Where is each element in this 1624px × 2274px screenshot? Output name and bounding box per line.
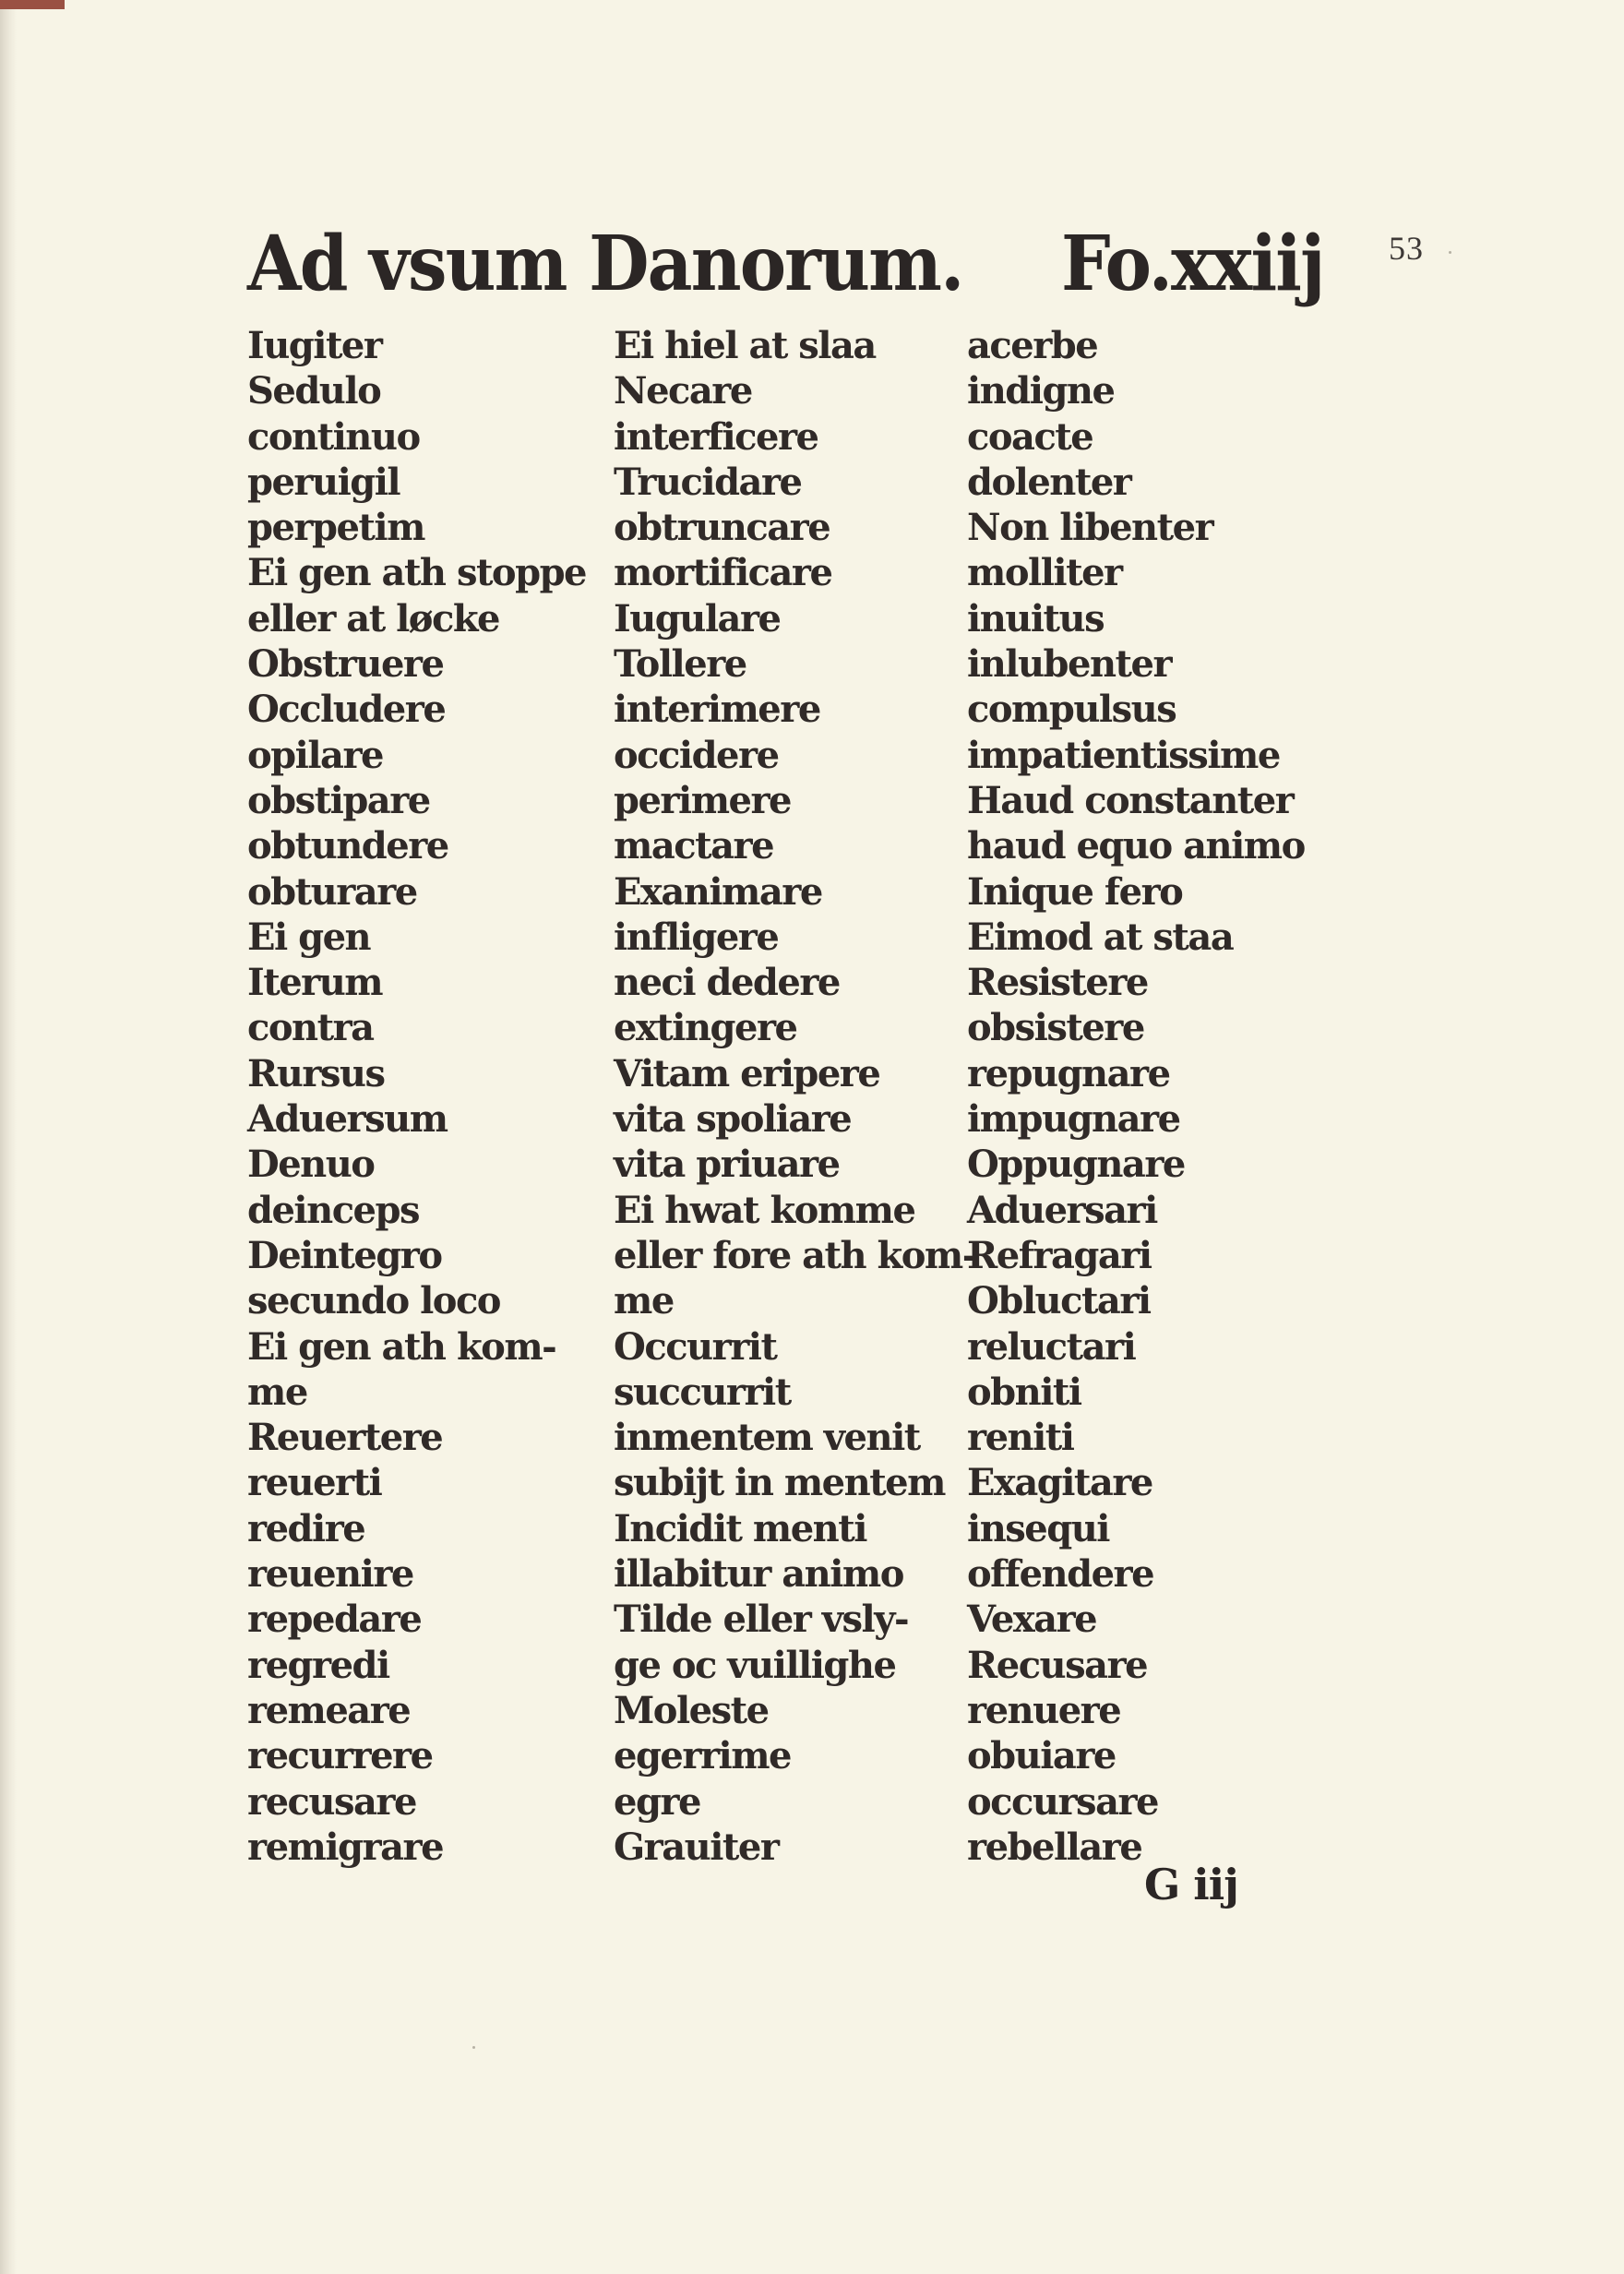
signature-mark: G iij xyxy=(1144,1860,1238,1909)
word-entry: Deintegro xyxy=(247,1233,442,1277)
word-entry: repugnare xyxy=(967,1051,1170,1095)
word-entry: vita priuare xyxy=(614,1143,840,1187)
word-entry: Iterum xyxy=(247,961,383,1005)
word-entry: acerbe xyxy=(967,324,1098,367)
word-entry: Occludere xyxy=(247,688,446,732)
word-entry: Exagitare xyxy=(967,1461,1152,1505)
word-entry: Iugiter xyxy=(247,324,382,367)
word-entry: Inique fero xyxy=(967,869,1183,914)
word-entry: me xyxy=(247,1370,307,1414)
word-entry: repedare xyxy=(247,1598,422,1642)
word-entry: Oppugnare xyxy=(967,1143,1185,1187)
word-entry: recusare xyxy=(247,1779,416,1824)
word-entry: Incidit menti xyxy=(614,1506,866,1550)
word-entry: reluctari xyxy=(967,1324,1136,1369)
word-entry: Haud constanter xyxy=(967,778,1294,822)
word-entry: illabitur animo xyxy=(614,1552,903,1597)
word-entry: obstipare xyxy=(247,778,430,822)
word-entry: extingere xyxy=(614,1006,797,1050)
word-entry: mactare xyxy=(614,824,774,868)
word-entry: indigne xyxy=(967,369,1115,413)
word-entry: Ei hiel at slaa xyxy=(614,324,876,367)
word-entry: contra xyxy=(247,1006,374,1050)
word-entry: Ei gen ath stoppe xyxy=(247,551,586,595)
word-entry: inmentem venit xyxy=(614,1416,920,1460)
word-entry: obturare xyxy=(247,869,417,914)
word-entry: inuitus xyxy=(967,596,1105,640)
word-entry: Non libenter xyxy=(967,506,1213,550)
word-entry: obniti xyxy=(967,1370,1081,1414)
word-entry: rebellare xyxy=(967,1825,1142,1869)
word-entry: perpetim xyxy=(247,506,424,550)
word-entry: egre xyxy=(614,1779,700,1824)
word-entry: molliter xyxy=(967,551,1122,595)
word-entry: secundo loco xyxy=(247,1279,500,1323)
word-entry: obtundere xyxy=(247,824,448,868)
folio-number: Fo.xxiij xyxy=(1061,220,1324,308)
word-entry: Grauiter xyxy=(614,1825,779,1869)
word-entry: inlubenter xyxy=(967,642,1172,687)
word-entry: impugnare xyxy=(967,1097,1180,1142)
word-entry: reuerti xyxy=(247,1461,382,1505)
running-head: Ad vsum Danorum. xyxy=(247,220,963,308)
word-entry: Rursus xyxy=(247,1051,385,1095)
word-entry: eller at løcke xyxy=(247,596,500,640)
word-entry: impatientissime xyxy=(967,733,1280,777)
word-entry: obuiare xyxy=(967,1734,1116,1778)
column-3 xyxy=(967,323,1305,1870)
word-entry: Tilde eller vsly- xyxy=(614,1598,909,1642)
word-entry: ge oc vuillighe xyxy=(614,1643,896,1687)
word-entry: mortificare xyxy=(614,551,832,595)
word-entry: opilare xyxy=(247,733,383,777)
word-entry: haud equo animo xyxy=(967,824,1305,868)
word-entry: renuere xyxy=(967,1688,1121,1732)
word-entry: Aduersum xyxy=(247,1097,448,1142)
word-entry: Reuertere xyxy=(247,1416,443,1460)
word-entry: recurrere xyxy=(247,1734,433,1778)
word-entry: peruigil xyxy=(247,460,400,504)
column-1 xyxy=(247,323,586,1870)
word-entry: Trucidare xyxy=(614,460,802,504)
word-entry: Exanimare xyxy=(614,869,822,914)
word-entry: reniti xyxy=(967,1416,1074,1460)
word-entry: Vitam eripere xyxy=(614,1051,880,1095)
page-edge xyxy=(0,0,17,2274)
word-entry: Refragari xyxy=(967,1233,1152,1277)
word-entry: remigrare xyxy=(247,1825,444,1869)
word-entry: Tollere xyxy=(614,642,746,687)
word-entry: Ei gen xyxy=(247,915,371,959)
word-entry: Obstruere xyxy=(247,642,444,687)
word-entry: continuo xyxy=(247,414,420,459)
word-entry: Ei hwat komme xyxy=(614,1188,915,1232)
word-entry: Moleste xyxy=(614,1688,769,1732)
paper-speck xyxy=(472,2046,475,2049)
word-entry: me xyxy=(614,1279,674,1323)
word-entry: deinceps xyxy=(247,1188,419,1232)
binding-mark xyxy=(0,0,65,9)
page-number: 53 xyxy=(1389,230,1424,267)
word-entry: reuenire xyxy=(247,1552,413,1597)
word-entry: Denuo xyxy=(247,1143,375,1187)
column-2 xyxy=(614,323,976,1870)
word-entry: Necare xyxy=(614,369,752,413)
word-entry: Sedulo xyxy=(247,369,381,413)
word-entry: neci dedere xyxy=(614,961,840,1005)
word-entry: occursare xyxy=(967,1779,1159,1824)
word-entry: compulsus xyxy=(967,688,1176,732)
word-entry: interimere xyxy=(614,688,820,732)
word-entry: vita spoliare xyxy=(614,1097,852,1142)
word-entry: Iugulare xyxy=(614,596,781,640)
word-entry: obsistere xyxy=(967,1006,1144,1050)
word-entry: Eimod at staa xyxy=(967,915,1234,959)
word-entry: interficere xyxy=(614,414,818,459)
word-entry: Ei gen ath kom- xyxy=(247,1324,556,1369)
word-entry: Obluctari xyxy=(967,1279,1151,1323)
word-entry: subijt in mentem xyxy=(614,1461,945,1505)
word-entry: eller fore ath kom- xyxy=(614,1233,976,1277)
word-entry: remeare xyxy=(247,1688,411,1732)
word-entry: dolenter xyxy=(967,460,1131,504)
word-entry: obtruncare xyxy=(614,506,830,550)
word-entry: Resistere xyxy=(967,961,1148,1005)
word-entry: insequi xyxy=(967,1506,1109,1550)
paper-speck xyxy=(1449,251,1451,254)
word-entry: succurrit xyxy=(614,1370,791,1414)
word-entry: redire xyxy=(247,1506,365,1550)
word-entry: Vexare xyxy=(967,1598,1097,1642)
word-entry: regredi xyxy=(247,1643,389,1687)
word-entry: Occurrit xyxy=(614,1324,777,1369)
word-entry: occidere xyxy=(614,733,779,777)
word-entry: offendere xyxy=(967,1552,1154,1597)
word-entry: infligere xyxy=(614,915,779,959)
word-entry: Aduersari xyxy=(967,1188,1157,1232)
word-entry: coacte xyxy=(967,414,1093,459)
word-entry: perimere xyxy=(614,778,791,822)
word-entry: egerrime xyxy=(614,1734,791,1778)
word-entry: Recusare xyxy=(967,1643,1148,1687)
